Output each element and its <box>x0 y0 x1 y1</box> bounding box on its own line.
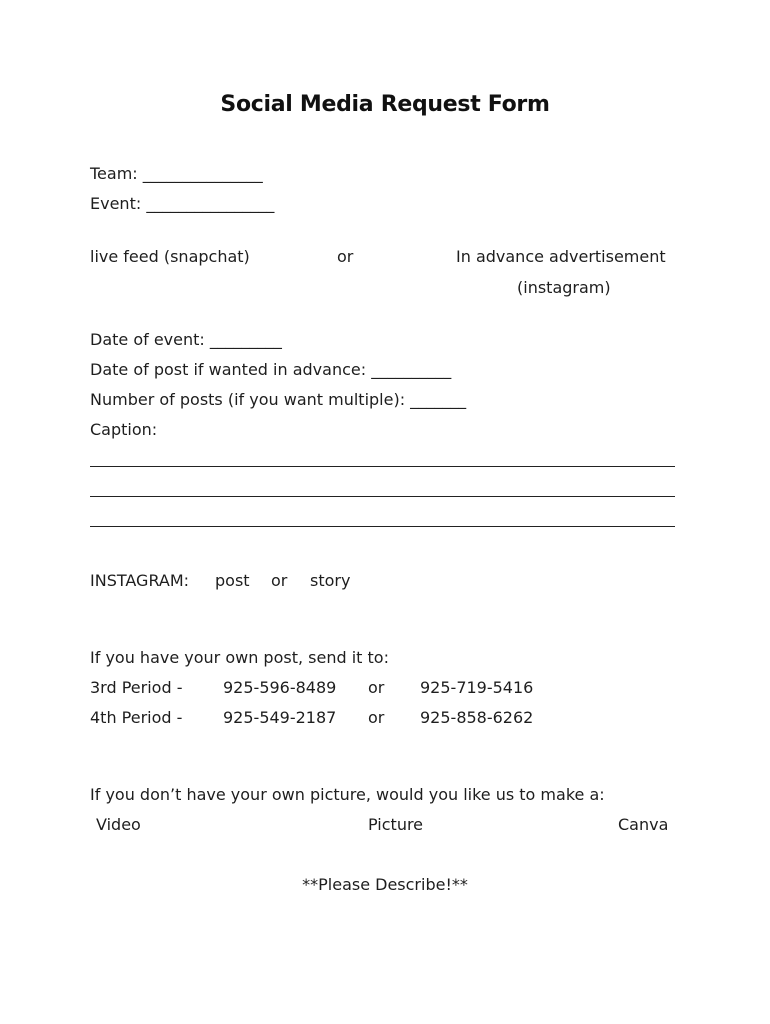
date-of-event-field: Date of event: _________ <box>90 330 282 349</box>
make-intro: If you don’t have your own picture, would you like us to make a: <box>90 785 605 804</box>
make-option-picture: Picture <box>368 815 424 834</box>
phone-number: 925-858-6262 <box>420 708 534 727</box>
make-option-video: Video <box>96 815 141 834</box>
number-of-posts-field: Number of posts (if you want multiple): _______ <box>90 390 467 409</box>
caption-label: Caption: <box>90 420 158 439</box>
instagram-label: INSTAGRAM: <box>90 571 190 590</box>
caption-line <box>90 496 675 497</box>
option-advance-sub: (instagram) <box>517 278 611 297</box>
team-field: Team: _______________ <box>90 164 263 183</box>
period-label: 3rd Period - <box>90 678 183 697</box>
instagram-or: or <box>271 571 288 590</box>
describe-note: **Please Describe!** <box>302 875 468 894</box>
caption-line <box>90 526 675 527</box>
phone-or: or <box>368 708 385 727</box>
phone-number: 925-719-5416 <box>420 678 534 697</box>
caption-line <box>90 466 675 467</box>
option-or: or <box>337 247 354 266</box>
phone-number: 925-549-2187 <box>223 708 337 727</box>
period-label: 4th Period - <box>90 708 183 727</box>
instagram-story-option: story <box>310 571 351 590</box>
date-of-post-field: Date of post if wanted in advance: __________ <box>90 360 452 379</box>
phone-or: or <box>368 678 385 697</box>
make-option-canva: Canva <box>618 815 669 834</box>
event-field: Event: ________________ <box>90 194 275 213</box>
send-intro: If you have your own post, send it to: <box>90 648 389 667</box>
instagram-post-option: post <box>215 571 250 590</box>
phone-number: 925-596-8489 <box>223 678 337 697</box>
option-advance: In advance advertisement <box>456 247 666 266</box>
option-live-feed: live feed (snapchat) <box>90 247 250 266</box>
page-title: Social Media Request Form <box>220 92 550 117</box>
